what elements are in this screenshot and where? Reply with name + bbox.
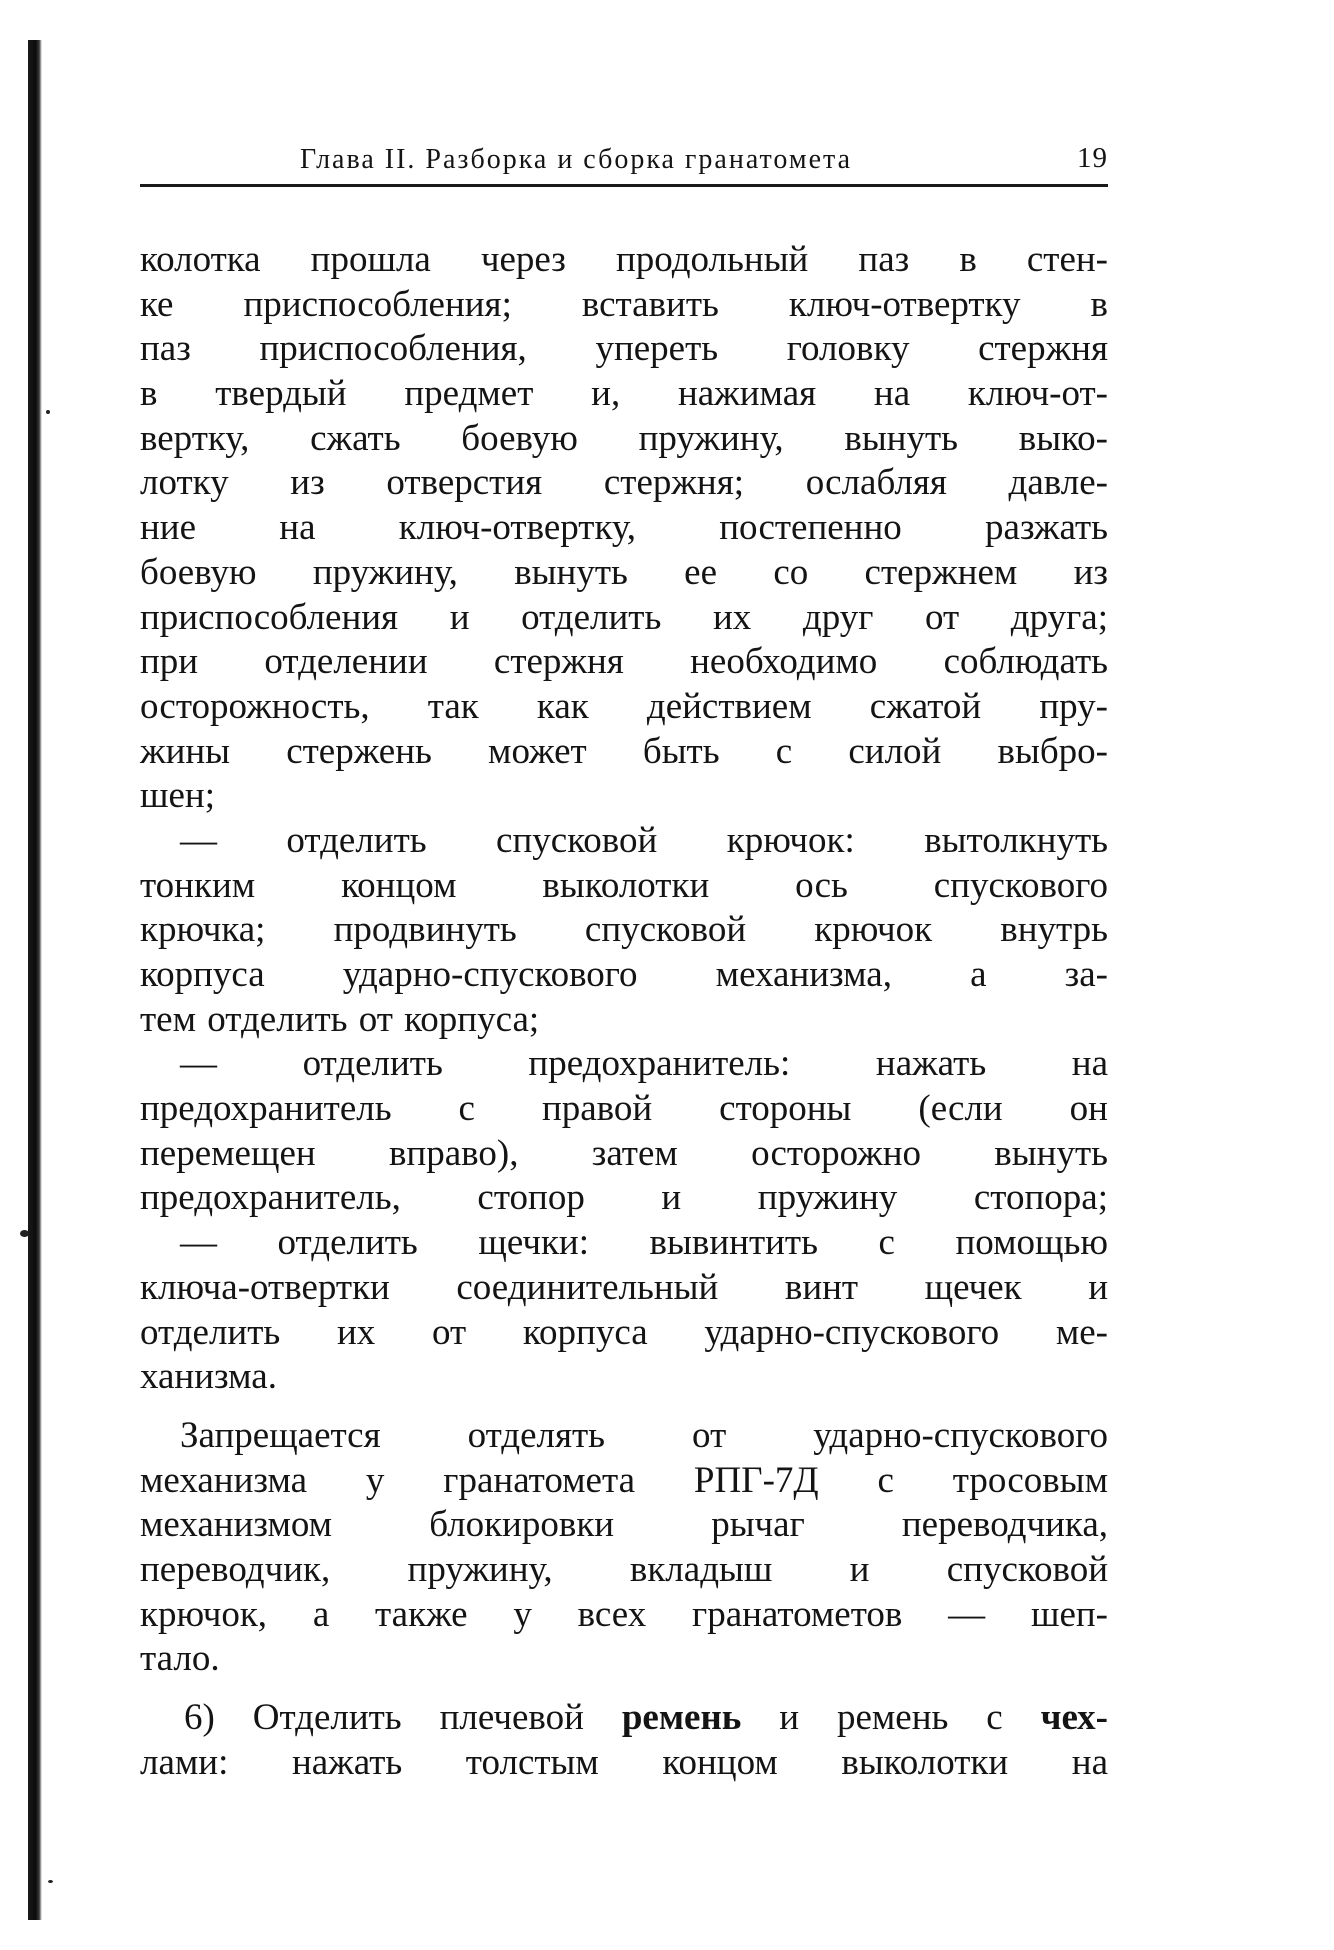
text-line: тем отделить от корпуса;	[140, 998, 540, 1040]
text-line: колотка прошла через продольный паз в стен-	[140, 239, 1108, 280]
text-line: боевую пружину, вынуть ее со стержнем из	[140, 551, 1108, 593]
page-number: 19	[1077, 142, 1108, 174]
text-line: ке приспособления; вставить ключ-отвертку в	[140, 283, 1108, 325]
body-text	[140, 238, 1108, 1785]
text-line: при отделении стержня необходимо соблюдать	[140, 641, 1108, 683]
text-line: приспособления и отделить их друг от друга;	[140, 596, 1108, 638]
text-line: шен;	[140, 775, 215, 817]
text-fragment: 6) Отделить плечевой	[184, 1697, 584, 1738]
text-line: механизма у гранатомета РПГ-7Д с тросовым	[140, 1459, 1108, 1501]
scan-speck	[48, 1880, 53, 1883]
text-line: ключа-отвертки соединительный винт щечек и	[140, 1266, 1108, 1308]
text-line: ханизма.	[140, 1356, 277, 1398]
bold-word: ремень	[621, 1697, 742, 1738]
paragraph-start-line	[140, 1696, 1108, 1741]
text-fragment: и ремень с	[779, 1697, 1003, 1738]
text-line: ние на ключ-отвертку, постепенно разжать	[140, 507, 1108, 549]
scan-speck	[20, 1230, 29, 1237]
text-line: переводчик, пружину, вкладыш и спусковой	[140, 1548, 1108, 1590]
text-line: тонким концом выколотки ось спускового	[140, 864, 1108, 906]
page-header	[140, 140, 1108, 187]
text-line: тало.	[140, 1638, 220, 1680]
running-title: Глава II. Разборка и сборка гранатомета	[300, 144, 853, 175]
paragraph-start-line: Запрещается отделять от ударно-спускового	[180, 1414, 1108, 1456]
text-line: отделить их от корпуса ударно-спускового ме-	[140, 1311, 1108, 1353]
text-line: крючок, а также у всех гранатометов — шеп-	[140, 1593, 1108, 1635]
scan-speck	[46, 410, 50, 414]
text-line: вертку, сжать боевую пружину, вынуть выко-	[140, 417, 1108, 459]
list-item-line: — отделить щечки: вывинтить с помощью	[180, 1222, 1108, 1264]
list-item-line: — отделить спусковой крючок: вытолкнуть	[180, 819, 1108, 861]
bold-word: чех-	[1040, 1697, 1108, 1738]
text-line: предохранитель, стопор и пружину стопора;	[140, 1177, 1108, 1219]
text-line: лами: нажать толстым концом выколотки на	[140, 1741, 1108, 1783]
scan-binding-edge	[28, 40, 42, 1920]
text-line: крючка; продвинуть спусковой крючок внутрь	[140, 909, 1108, 951]
list-item-line: — отделить предохранитель: нажать на	[180, 1043, 1108, 1085]
text-line: корпуса ударно-спускового механизма, а за-	[140, 954, 1108, 995]
text-line: паз приспособления, упереть головку стержня	[140, 328, 1108, 370]
text-line: перемещен вправо), затем осторожно вынуть	[140, 1132, 1108, 1174]
text-line: в твердый предмет и, нажимая на ключ-от-	[140, 373, 1108, 415]
text-line: предохранитель с правой стороны (если он	[140, 1088, 1108, 1130]
text-line: осторожность, так как действием сжатой пру-	[140, 685, 1108, 727]
text-line: механизмом блокировки рычаг переводчика,	[140, 1504, 1108, 1546]
text-line: лотку из отверстия стержня; ослабляя давле-	[140, 462, 1108, 504]
text-line: жины стержень может быть с силой выбро-	[140, 730, 1108, 772]
